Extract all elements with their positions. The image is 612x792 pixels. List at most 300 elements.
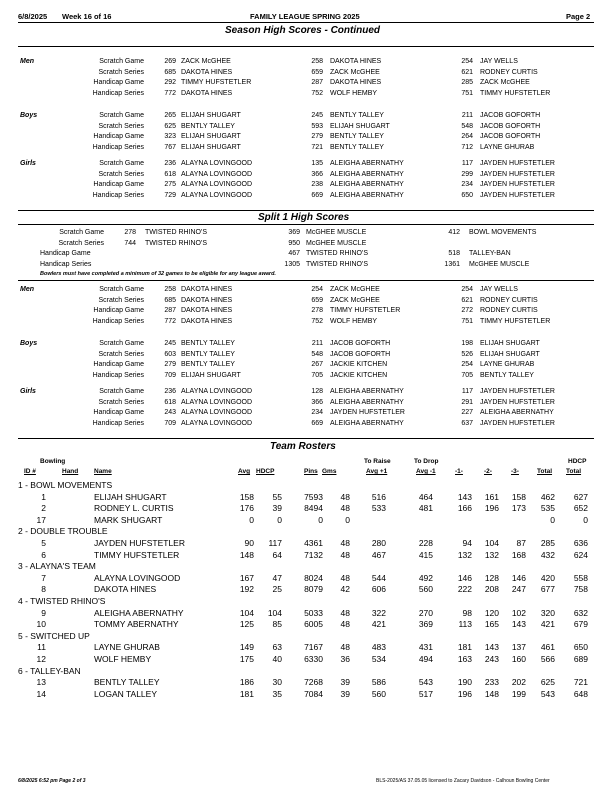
col-gms: Gms	[322, 468, 337, 475]
bowler-average: 181	[239, 688, 254, 699]
bowler-name: ALEIGHA ABERNATHY	[94, 607, 184, 618]
bowler-name: DAKOTA HINES	[181, 90, 233, 98]
score-value: 685	[164, 68, 176, 76]
score-value: 287	[311, 79, 323, 87]
bowler-games: 48	[340, 642, 350, 653]
bowler-handicap: 25	[272, 584, 282, 595]
team-name: BOWL MOVEMENTS	[469, 229, 537, 236]
split-section-title: Split 1 High Scores	[258, 212, 350, 223]
score-category: Scratch Game	[99, 286, 144, 293]
game-3-score: 160	[511, 654, 526, 664]
to-drop-avg: 543	[418, 677, 433, 688]
bowler-id: 7	[41, 572, 46, 583]
game-3-score: 173	[511, 503, 526, 514]
score-value: 236	[164, 160, 176, 167]
game-1-score: 196	[457, 688, 472, 699]
score-category: Scratch Game	[99, 388, 144, 395]
score-value: 234	[311, 409, 323, 417]
score-value: 752	[311, 90, 323, 98]
game-1-score: 190	[457, 677, 472, 688]
score-category: Handicap Series	[92, 144, 144, 152]
bowler-name: TIMMY HUFSTETLER	[94, 549, 180, 560]
game-2-score: 233	[484, 677, 499, 688]
score-category: Scratch Game	[99, 160, 144, 167]
to-raise-avg: 606	[371, 584, 386, 595]
game-3-score: 87	[516, 538, 526, 548]
team-header: 2 - DOUBLE TROUBLE	[18, 526, 108, 537]
score-value: 254	[461, 58, 473, 65]
split-top-rule	[18, 210, 594, 211]
score-value: 135	[311, 160, 323, 167]
bowler-name: DAKOTA HINES	[181, 296, 233, 304]
bowler-name: TIMMY HUFSTETLER	[480, 90, 551, 98]
handicap-total: 679	[573, 619, 588, 630]
score-category: Handicap Game	[93, 79, 144, 87]
bowler-games: 39	[340, 688, 350, 699]
bowler-average: 158	[239, 491, 254, 502]
score-value: 621	[461, 68, 473, 76]
game-3-score: 143	[511, 619, 526, 630]
col-total: Total	[537, 468, 553, 475]
to-drop-avg: 431	[418, 642, 433, 653]
bowler-name: TIMMY HUFSTETLER	[330, 307, 401, 315]
bowler-name: JACOB GOFORTH	[480, 133, 541, 141]
score-value: 669	[311, 420, 323, 428]
score-value: 258	[311, 58, 323, 65]
score-value: 772	[164, 90, 176, 98]
bowler-pins: 7132	[304, 549, 323, 560]
bowler-games: 0	[345, 514, 350, 525]
score-value: 287	[164, 307, 176, 315]
game-1-score: 132	[457, 549, 472, 560]
bowler-name: DAKOTA HINES	[181, 307, 233, 315]
col-game-2: -2-	[484, 468, 492, 475]
bowler-games: 48	[340, 619, 350, 630]
bowler-games: 36	[340, 654, 350, 664]
game-2-score: 243	[484, 654, 499, 664]
bowler-name: BENTLY TALLEY	[181, 361, 235, 369]
bowler-name: DAKOTA HINES	[330, 58, 382, 65]
series-total: 566	[540, 654, 555, 664]
bowler-name: TOMMY ABERNATHY	[94, 619, 179, 630]
score-value: 637	[461, 420, 473, 428]
team-header: 4 - TWISTED RHINO'S	[18, 596, 106, 606]
to-drop-avg: 494	[418, 654, 433, 664]
bowler-name: JAYDEN HUFSTETLER	[480, 170, 555, 178]
score-value: 272	[461, 307, 473, 315]
score-value: 412	[448, 229, 460, 236]
bowler-name: JACOB GOFORTH	[480, 112, 541, 119]
game-2-score: 128	[484, 572, 499, 583]
handicap-total: 652	[573, 503, 588, 514]
game-2-score: 120	[484, 607, 499, 618]
bowler-average: 149	[239, 642, 254, 653]
bowler-handicap: 30	[272, 677, 282, 688]
bowler-id: 14	[36, 688, 46, 699]
score-category: Scratch Series	[98, 122, 144, 130]
col-hdcp-total-1: HDCP	[568, 458, 587, 465]
game-2-score: 148	[484, 688, 499, 699]
group-name: Men	[20, 58, 34, 65]
series-total: 543	[540, 688, 555, 699]
bowler-name: ALEIGHA ABERNATHY	[330, 388, 404, 395]
bowler-name: ZACK McGHEE	[330, 296, 380, 304]
bowler-pins: 7593	[304, 491, 323, 502]
handicap-total: 689	[573, 654, 588, 664]
handicap-total: 624	[573, 549, 588, 560]
score-value: 712	[461, 144, 473, 152]
bowler-name: WOLF HEMBY	[94, 654, 152, 664]
bowler-name: ZACK McGHEE	[330, 68, 380, 76]
bowler-pins: 0	[318, 514, 323, 525]
score-value: 264	[461, 133, 473, 141]
bowler-average: 125	[239, 619, 254, 630]
bowler-name: LOGAN TALLEY	[94, 688, 157, 699]
team-score-category: Scratch Series	[58, 239, 104, 247]
bowler-name: JACOB GOFORTH	[330, 340, 391, 347]
handicap-total: 632	[573, 607, 588, 618]
bowler-name: ALEIGHA ABERNATHY	[330, 192, 404, 200]
rosters-title: Team Rosters	[270, 441, 336, 452]
bowler-pins: 5033	[304, 607, 323, 618]
col-game-3: -3-	[511, 468, 519, 475]
score-value: 744	[124, 239, 136, 247]
to-raise-avg: 544	[371, 572, 386, 583]
bowler-id: 10	[36, 619, 46, 630]
team-name: TWISTED RHINO'S	[145, 229, 208, 236]
bowler-name: JAYDEN HUFSTETLER	[480, 420, 555, 428]
bowler-name: RODNEY L. CURTIS	[94, 503, 174, 514]
score-value: 518	[448, 250, 460, 258]
to-drop-avg: 517	[418, 688, 433, 699]
col-game-1: -1-	[455, 468, 463, 475]
bowler-pins: 8079	[304, 584, 323, 595]
league-title: FAMILY LEAGUE SPRING 2025	[250, 12, 360, 21]
score-value: 752	[311, 318, 323, 326]
game-2-score: 196	[484, 503, 499, 514]
to-drop-avg: 481	[418, 503, 433, 514]
score-value: 278	[124, 229, 136, 236]
score-category: Handicap Game	[93, 133, 144, 141]
bowler-name: DAKOTA HINES	[330, 79, 382, 87]
to-raise-avg: 516	[371, 491, 386, 502]
score-value: 117	[461, 388, 473, 395]
handicap-total: 648	[573, 688, 588, 699]
score-value: 117	[461, 160, 473, 167]
score-value: 366	[311, 170, 323, 178]
bowler-pins: 8024	[304, 572, 323, 583]
bowler-id: 2	[41, 503, 46, 514]
to-drop-avg: 228	[418, 538, 433, 548]
score-value: 772	[164, 318, 176, 326]
score-value: 278	[311, 307, 323, 315]
to-drop-avg: 415	[418, 549, 433, 560]
header-rule	[18, 22, 594, 23]
bowler-name: JACOB GOFORTH	[480, 122, 541, 130]
score-value: 621	[461, 296, 473, 304]
handicap-total: 721	[573, 677, 588, 688]
score-category: Handicap Series	[92, 372, 144, 380]
score-category: Scratch Series	[98, 170, 144, 178]
page-number: Page 2	[566, 12, 591, 21]
score-value: 721	[311, 144, 323, 152]
score-value: 243	[164, 409, 176, 417]
score-value: 705	[311, 372, 323, 380]
bowler-name: ELIJAH SHUGART	[181, 144, 241, 152]
handicap-total: 758	[573, 584, 588, 595]
bowler-name: ALAYNA LOVINGOOD	[181, 192, 253, 200]
col-bowling: Bowling	[40, 458, 66, 465]
series-total: 677	[540, 584, 555, 595]
handicap-total: 0	[583, 514, 588, 525]
bowler-id: 8	[41, 584, 46, 595]
col-hand: Hand	[62, 468, 79, 475]
season-section-title: Season High Scores - Continued	[225, 25, 381, 36]
bowler-name: ALEIGHA ABERNATHY	[330, 170, 404, 178]
score-category: Scratch Series	[98, 350, 144, 358]
split-note-rule	[18, 280, 594, 281]
bowler-name: ELIJAH SHUGART	[330, 122, 390, 130]
bowler-games: 48	[340, 491, 350, 502]
score-value: 299	[461, 170, 473, 178]
bowler-name: ELIJAH SHUGART	[94, 491, 167, 502]
col-hdcp: HDCP	[256, 468, 275, 475]
bowler-name: ALEIGHA ABERNATHY	[330, 420, 404, 428]
bowler-pins: 7268	[304, 677, 323, 688]
to-raise-avg: 586	[371, 677, 386, 688]
bowler-handicap: 117	[268, 538, 282, 548]
bowler-name: RODNEY CURTIS	[480, 296, 538, 304]
bowler-handicap: 85	[272, 619, 282, 630]
score-value: 227	[461, 409, 473, 417]
series-total: 0	[550, 514, 555, 525]
bowler-average: 148	[239, 549, 254, 560]
bowler-name: JACOB GOFORTH	[330, 350, 391, 358]
bowler-name: BENTLY TALLEY	[330, 112, 384, 119]
bowler-id: 12	[36, 654, 46, 664]
game-1-score: 98	[462, 607, 472, 618]
bowler-name: TIMMY HUFSTETLER	[480, 318, 551, 326]
bowler-name: ALAYNA LOVINGOOD	[181, 181, 253, 189]
score-value: 603	[164, 350, 176, 358]
score-category: Handicap Game	[93, 181, 144, 189]
bowler-name: JAYDEN HUFSTETLER	[480, 160, 555, 167]
bowler-name: JAYDEN HUFSTETLER	[480, 181, 555, 189]
bowler-handicap: 35	[272, 688, 282, 699]
game-2-score: 208	[484, 584, 499, 595]
score-value: 323	[164, 133, 176, 141]
series-total: 625	[540, 677, 555, 688]
bowler-id: 6	[41, 549, 46, 560]
score-value: 211	[461, 112, 473, 119]
to-raise-avg: 280	[371, 538, 386, 548]
score-value: 650	[461, 192, 473, 200]
bowler-id: 9	[41, 607, 46, 618]
bowler-name: JAYDEN HUFSTETLER	[480, 192, 555, 200]
score-value: 618	[164, 170, 176, 178]
score-value: 950	[288, 239, 300, 247]
game-3-score: 247	[511, 584, 526, 595]
bowler-name: JAYDEN HUFSTETLER	[94, 538, 185, 548]
game-1-score: 113	[458, 619, 472, 630]
score-value: 285	[461, 79, 473, 87]
team-name: McGHEE MUSCLE	[469, 261, 530, 269]
bowler-name: ELIJAH SHUGART	[480, 340, 540, 347]
game-3-score: 137	[511, 642, 526, 653]
group-name: Girls	[20, 160, 36, 167]
bowler-id: 13	[36, 677, 46, 688]
bowler-pins: 6330	[304, 654, 323, 664]
bowler-handicap: 0	[277, 514, 282, 525]
score-value: 245	[311, 112, 323, 119]
bowler-average: 0	[249, 514, 254, 525]
bowler-games: 48	[340, 572, 350, 583]
score-value: 369	[288, 229, 300, 236]
score-value: 198	[461, 340, 473, 347]
col-pins: Pins	[304, 468, 318, 475]
week-label: Week 16 of 16	[62, 12, 112, 21]
col-avg-minus-1: Avg -1	[416, 468, 436, 475]
bowler-name: BENTLY TALLEY	[330, 144, 384, 152]
score-category: Scratch Series	[98, 296, 144, 304]
bowler-name: DAKOTA HINES	[181, 286, 233, 293]
bowler-name: BENTLY TALLEY	[480, 372, 534, 380]
game-1-score: 166	[457, 503, 472, 514]
bowler-pins: 6005	[304, 619, 323, 630]
score-value: 269	[164, 58, 176, 65]
handicap-total: 627	[573, 491, 588, 502]
bowler-name: DAKOTA HINES	[94, 584, 157, 595]
score-value: 236	[164, 388, 176, 395]
team-name: McGHEE MUSCLE	[306, 229, 367, 236]
bowler-name: WOLF HEMBY	[330, 90, 378, 98]
bowler-average: 167	[239, 572, 254, 583]
score-value: 729	[164, 192, 176, 200]
to-raise-avg: 322	[371, 607, 386, 618]
to-raise-avg: 533	[371, 503, 386, 514]
bowler-name: JACKIE KITCHEN	[330, 361, 388, 369]
game-2-score: 104	[484, 538, 499, 548]
game-1-score: 222	[457, 584, 472, 595]
score-value: 279	[164, 361, 176, 369]
team-header: 5 - SWITCHED UP	[18, 630, 90, 641]
team-name: McGHEE MUSCLE	[306, 239, 367, 247]
score-category: Handicap Series	[92, 90, 144, 98]
score-category: Handicap Game	[93, 409, 144, 417]
bowler-name: JAY WELLS	[480, 58, 518, 65]
bowler-average: 186	[239, 677, 254, 688]
group-name: Boys	[20, 112, 38, 119]
to-drop-avg: 369	[418, 619, 433, 630]
bowler-name: ALEIGHA ABERNATHY	[330, 160, 404, 167]
bowler-name: DAKOTA HINES	[181, 318, 233, 326]
score-value: 767	[164, 144, 176, 152]
score-value: 258	[164, 286, 176, 293]
to-raise-avg: 483	[371, 642, 386, 653]
bowler-name: ALEIGHA ABERNATHY	[480, 409, 554, 417]
team-name: TWISTED RHINO'S	[145, 239, 208, 247]
col-avg-plus-1: Avg +1	[366, 468, 388, 475]
bowler-name: ELIJAH SHUGART	[181, 112, 241, 119]
bowler-games: 48	[340, 549, 350, 560]
score-value: 234	[461, 181, 473, 189]
team-score-category: Handicap Series	[40, 261, 92, 269]
score-value: 685	[164, 296, 176, 304]
game-3-score: 202	[511, 677, 526, 688]
handicap-total: 636	[573, 538, 588, 548]
bowler-handicap: 40	[272, 654, 282, 664]
handicap-total: 650	[573, 642, 588, 653]
eligibility-note: Bowlers must have completed a minimum of 32 games to be eligible for any league award.	[40, 271, 276, 277]
score-value: 659	[311, 296, 323, 304]
bowler-games: 48	[340, 503, 350, 514]
group-name: Men	[20, 286, 34, 293]
bowler-name: RODNEY CURTIS	[480, 307, 538, 315]
bowler-id: 17	[36, 514, 46, 525]
score-value: 291	[461, 398, 473, 406]
score-category: Handicap Game	[93, 307, 144, 315]
team-name: TWISTED RHINO'S	[306, 261, 369, 269]
series-total: 432	[540, 549, 555, 560]
bowler-handicap: 39	[272, 503, 282, 514]
bowler-average: 90	[244, 538, 254, 548]
game-1-score: 143	[457, 491, 472, 502]
season-section-rule	[18, 46, 594, 47]
bowler-pins: 7167	[304, 642, 323, 653]
score-category: Handicap Game	[93, 361, 144, 369]
game-2-score: 161	[484, 491, 499, 502]
col-to-raise: To Raise	[364, 458, 391, 465]
score-category: Scratch Game	[99, 58, 144, 65]
game-1-score: 146	[457, 572, 472, 583]
bowler-name: ALAYNA LOVINGOOD	[181, 398, 253, 406]
score-value: 751	[461, 90, 473, 98]
to-drop-avg: 560	[418, 584, 433, 595]
col-to-drop: To Drop	[414, 458, 439, 465]
score-value: 128	[311, 388, 323, 395]
bowler-name: ELIJAH SHUGART	[181, 133, 241, 141]
score-value: 211	[311, 340, 323, 347]
team-score-category: Handicap Game	[40, 250, 91, 258]
series-total: 285	[540, 538, 555, 548]
bowler-average: 192	[239, 584, 254, 595]
series-total: 535	[540, 503, 555, 514]
score-value: 618	[164, 398, 176, 406]
bowler-handicap: 55	[272, 491, 282, 502]
score-value: 292	[164, 79, 176, 87]
team-name: TALLEY-BAN	[469, 250, 511, 258]
game-3-score: 102	[511, 607, 526, 618]
score-value: 254	[311, 286, 323, 293]
score-value: 1305	[284, 261, 300, 269]
game-2-score: 165	[484, 619, 499, 630]
game-3-score: 146	[511, 572, 526, 583]
bowler-average: 175	[239, 654, 254, 664]
handicap-total: 558	[573, 572, 588, 583]
footer-right: BLS-2025/AS 37.05.05 licensed to Zacary Davidson - Calhoun Bowling Center	[376, 778, 550, 784]
series-total: 462	[540, 491, 555, 502]
score-value: 467	[288, 250, 300, 258]
bowler-name: JAY WELLS	[480, 286, 518, 293]
bowler-name: ELIJAH SHUGART	[181, 372, 241, 380]
col-id: ID #	[24, 468, 36, 475]
score-value: 279	[311, 133, 323, 141]
col-hdcp-total-2: Total	[566, 468, 582, 475]
score-category: Handicap Series	[92, 420, 144, 428]
to-drop-avg: 270	[418, 607, 433, 618]
score-value: 705	[461, 372, 473, 380]
col-avg: Avg	[238, 468, 251, 475]
